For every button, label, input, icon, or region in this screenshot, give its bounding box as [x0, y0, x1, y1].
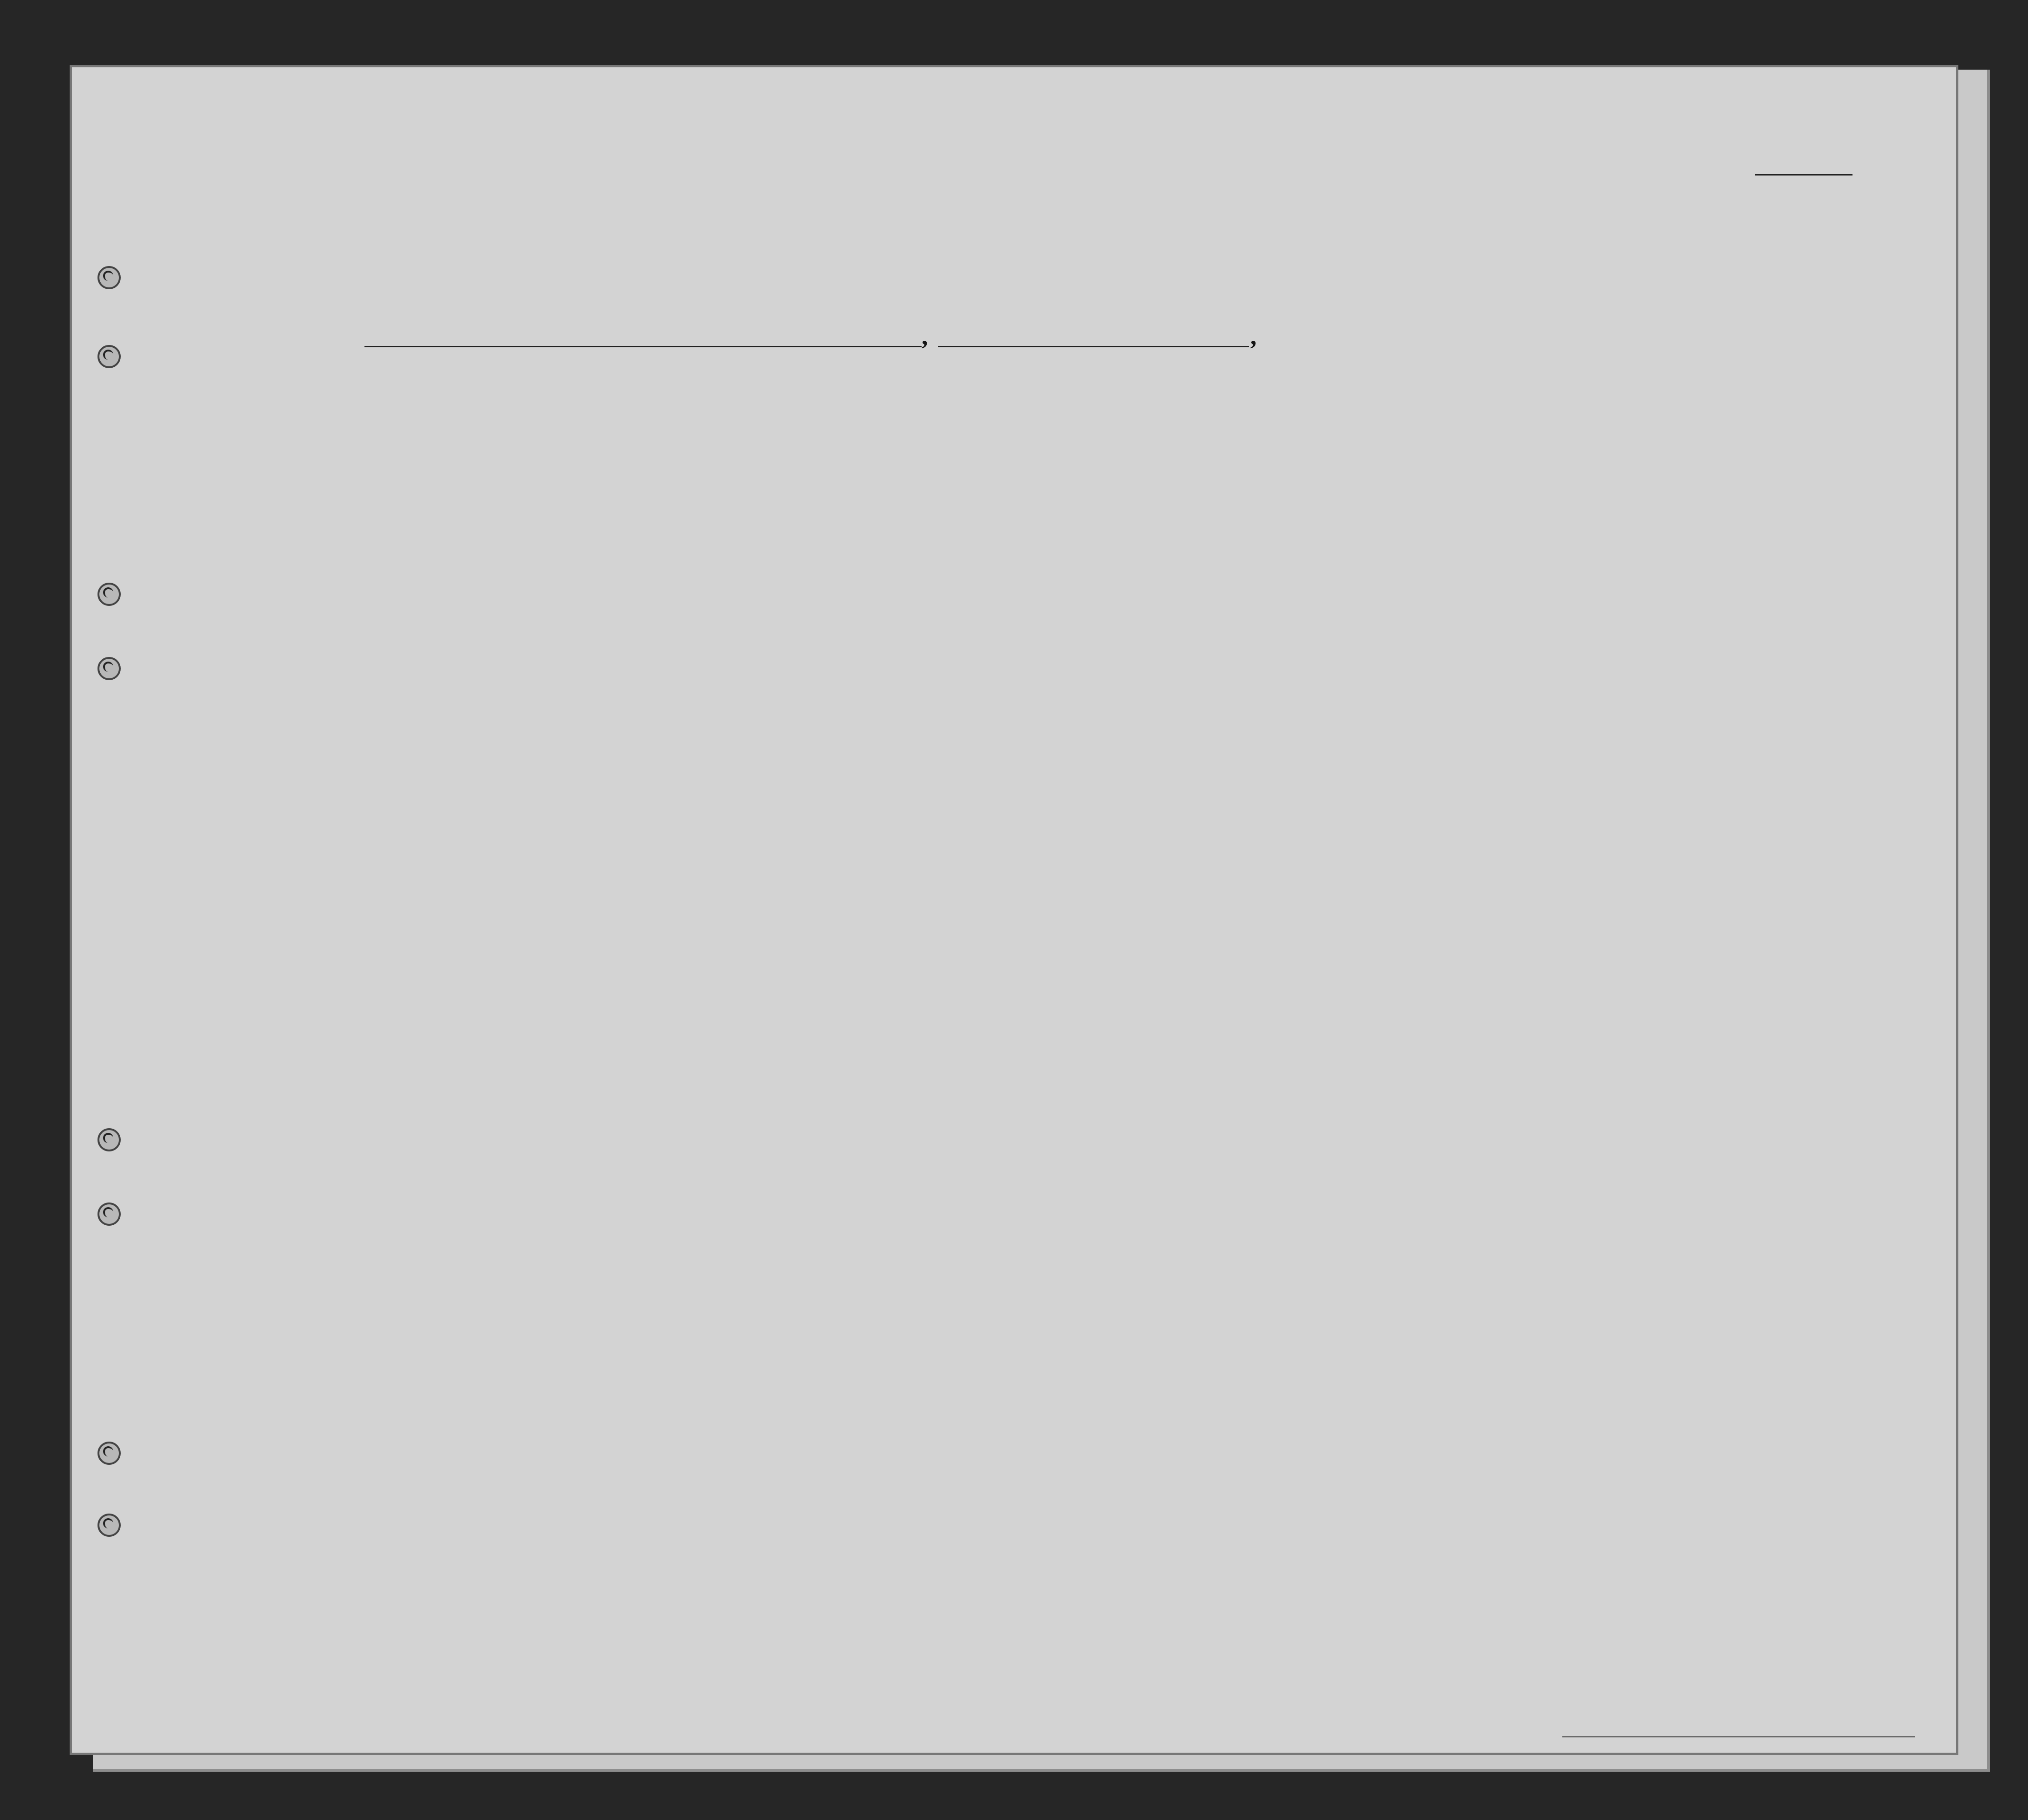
comma-mark: ,: [1250, 322, 1257, 350]
line-signature-line: [1562, 1736, 1915, 1737]
manifest-sheet: [70, 65, 1958, 1755]
comma-mark: ,: [922, 322, 928, 350]
manifest-table: [72, 67, 1958, 1755]
